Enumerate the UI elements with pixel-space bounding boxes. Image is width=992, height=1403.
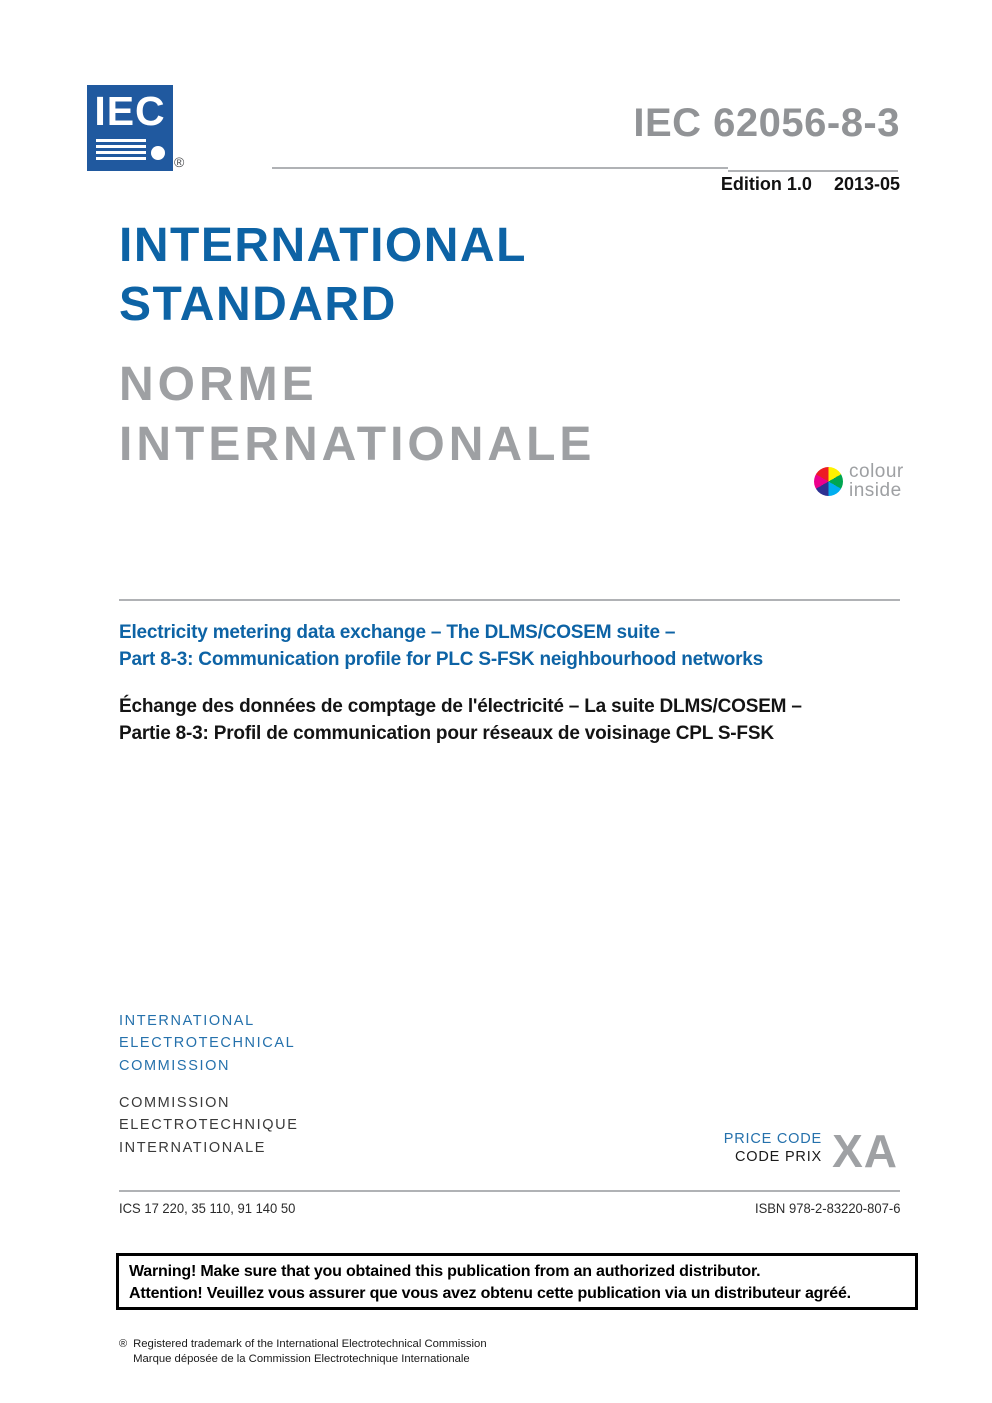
subject-title-french bbox=[119, 694, 802, 747]
international-standard-title bbox=[119, 216, 527, 334]
publisher-fr-line2: ELECTROTECHNIQUE bbox=[119, 1117, 299, 1134]
colour-inside-line1: colour bbox=[849, 461, 904, 482]
publisher-en-line2: ELECTROTECHNICAL bbox=[119, 1035, 296, 1052]
subject-title-fr-line1: Échange des données de comptage de l'électricité – La suite DLMS/COSEM – bbox=[119, 696, 802, 717]
iec-logo-text: IEC bbox=[94, 88, 166, 134]
norme-internationale-line2: INTERNATIONALE bbox=[119, 418, 596, 471]
price-code-label-en: PRICE CODE bbox=[723, 1131, 822, 1147]
subject-divider-rule bbox=[119, 599, 900, 601]
colour-wheel-icon bbox=[814, 467, 843, 496]
subject-title-fr-line2: Partie 8-3: Profil de communication pour réseaux de voisinage CPL S-FSK bbox=[119, 722, 774, 744]
subject-title-english bbox=[119, 620, 763, 673]
document-number: IEC 62056-8-3 bbox=[633, 101, 900, 145]
publisher-fr-line3: INTERNATIONALE bbox=[119, 1139, 267, 1156]
logo-bar bbox=[96, 151, 146, 154]
footnote-text bbox=[133, 1337, 487, 1367]
norme-internationale-title bbox=[119, 355, 595, 475]
ics-codes: ICS 17 220, 35 110, 91 140 50 bbox=[119, 1200, 296, 1216]
isbn-number: ISBN 978-2-83220-807-6 bbox=[754, 1200, 900, 1216]
edition-label: Edition 1.0 bbox=[720, 174, 812, 194]
publisher-name-english bbox=[119, 1010, 295, 1077]
footnote-text-french: Marque déposée de la Commission Electrotechnique Internationale bbox=[133, 1352, 470, 1365]
international-standard-line1: INTERNATIONAL bbox=[119, 219, 527, 272]
trademark-footnote bbox=[119, 1337, 487, 1367]
header-rule-right bbox=[728, 170, 898, 172]
price-code-labels bbox=[724, 1131, 822, 1166]
footer-divider-rule bbox=[119, 1190, 900, 1192]
price-code-value: XA bbox=[832, 1125, 898, 1177]
colour-inside-label bbox=[849, 462, 904, 500]
price-code-label-fr: CODE PRIX bbox=[735, 1148, 822, 1165]
header-rule-left bbox=[272, 167, 728, 169]
international-standard-line2: STANDARD bbox=[119, 278, 397, 331]
subject-title-en-line2: Part 8-3: Communication profile for PLC S-FSK neighbourhood networks bbox=[119, 648, 764, 670]
publisher-en-line3: COMMISSION bbox=[119, 1057, 231, 1074]
footnote-registered-symbol: ® bbox=[119, 1338, 128, 1350]
registered-trademark-symbol: ® bbox=[174, 154, 185, 170]
norme-internationale-line1: NORME bbox=[119, 358, 318, 411]
logo-bar bbox=[96, 145, 146, 148]
subject-title-en-line1: Electricity metering data exchange – The DLMS/COSEM suite – bbox=[119, 622, 676, 643]
edition-line bbox=[721, 174, 900, 195]
footnote-text-english: Registered trademark of the International Electrotechnical Commission bbox=[133, 1338, 487, 1350]
publisher-name-french bbox=[119, 1092, 298, 1159]
publisher-fr-line1: COMMISSION bbox=[119, 1095, 231, 1111]
warning-text-french: Attention! Veuillez vous assurer que vous avez obtenu cette publication via un distributeur agréé. bbox=[129, 1284, 851, 1302]
publisher-en-line1: INTERNATIONAL bbox=[119, 1013, 255, 1029]
logo-dot bbox=[151, 146, 165, 160]
edition-date: 2013-05 bbox=[833, 174, 900, 194]
distributor-warning-box bbox=[116, 1253, 918, 1310]
logo-bar bbox=[96, 139, 146, 142]
iec-logo bbox=[87, 85, 173, 171]
colour-inside-line2: inside bbox=[849, 480, 902, 501]
warning-text-english: Warning! Make sure that you obtained this publication from an authorized distributor. bbox=[129, 1263, 761, 1280]
logo-bar bbox=[96, 157, 146, 160]
iec-logo-lines bbox=[96, 136, 146, 160]
